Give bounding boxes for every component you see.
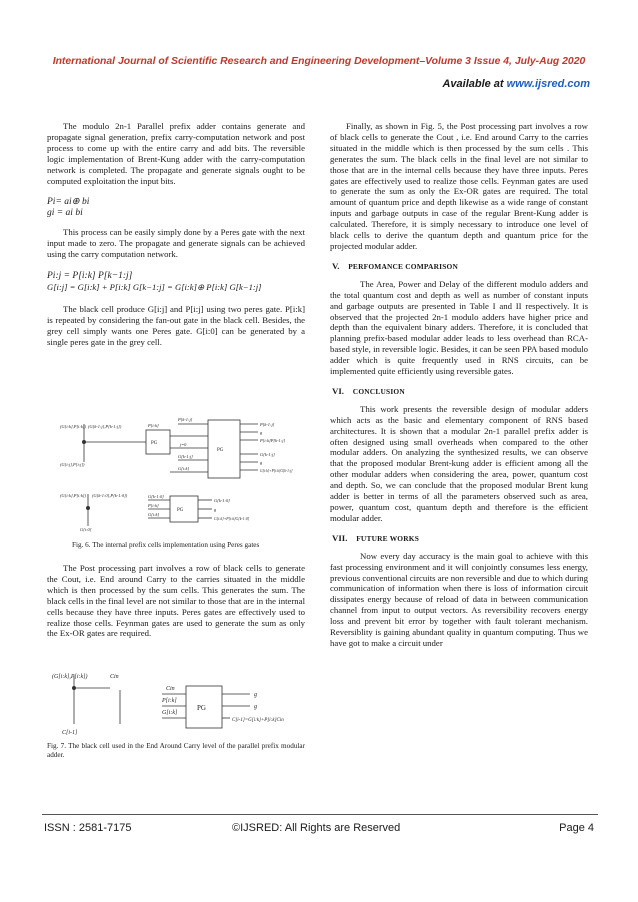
fig6-out-3: P[i:k]P[k-1:j]	[260, 438, 286, 443]
left-paragraph-3: The black cell produce G[i:j] and P[i:j] using two peres gate. P[i:k] is repeated by considering the fan-out gate in the black cell. Besides, the grey cell simply wants one Peres gate. G[i:0] can be generated by a single peres gate in the grey cell.	[47, 304, 305, 347]
fig6-pg-label-3: PG	[177, 508, 184, 513]
equation-propagate: Pi= ai⊕ bi	[47, 197, 90, 208]
section-5-heading	[330, 261, 588, 273]
fig6-cell-2	[208, 420, 240, 478]
fig6-bot-output: G[i:0]	[80, 527, 92, 532]
fig7-out-2: g	[254, 704, 257, 710]
availability-line	[442, 78, 590, 90]
section-6-number: VI.	[332, 385, 344, 396]
figure-7-diagram	[50, 668, 308, 740]
fig7-label-gik: G[i:k]	[162, 710, 178, 716]
fig7-input-1: (G[i:k],P[i:k])	[52, 674, 88, 680]
fig6-label-pik: P[i:k]	[148, 423, 159, 428]
fig7-pg-label: PG	[197, 704, 206, 712]
journal-title: International Journal of Scientific Research and Engineering Development–Volume 3 Issue 4, July-Aug 2020	[52, 56, 586, 67]
fig6-cell-1	[146, 430, 170, 454]
fig6-out-4: G[k-1:j]	[260, 452, 275, 457]
fig7-label-pik: P[i:k]	[162, 698, 177, 704]
fig6-label-j0: j=0	[180, 442, 187, 447]
section-6-title: CONCLUSION	[352, 386, 405, 396]
section-7-number: VII.	[332, 532, 348, 543]
fig6-top-output: (G[i:j],P[i:j])	[60, 462, 85, 467]
equation-generate: gi = ai bi	[47, 208, 83, 219]
equation-prefix-p: Pi:j = P[i:k] P[k−1:j]	[47, 271, 133, 282]
figure-6-caption: Fig. 6. The internal prefix cells implementation using Peres gates	[72, 541, 260, 549]
fig7-out-1: g	[254, 692, 257, 698]
fig6-out-5: g	[260, 460, 263, 465]
figure-7-caption: Fig. 7. The black cell used in the End Around Carry level of the parallel prefix modular adder.	[47, 742, 305, 759]
footer-page-number: Page 4	[559, 822, 594, 834]
footer-rights: ©IJSRED: All Rights are Reserved	[232, 822, 401, 834]
fig6-top-input-2: (G[k-1:j],P[k-1:j])	[88, 424, 122, 429]
left-column	[47, 121, 305, 348]
fig6-bot-input-2: (G[k-1:0],P[k-1:0])	[92, 493, 128, 498]
section-6-heading	[330, 386, 588, 398]
fig6-bot-label-3: G[i:k]	[148, 512, 160, 517]
right-column	[330, 121, 588, 649]
fig6-bot-label-2: P[i:k]	[148, 503, 159, 508]
fig6-label-gk1j: G[k-1:j]	[178, 454, 193, 459]
footer-issn: ISSN : 2581-7175	[44, 822, 132, 834]
fig6-top-input-1: (G[i:k],P[i:k])	[60, 424, 86, 429]
journal-link[interactable]: www.ijsred.com	[506, 78, 590, 90]
section-5-title: PERFOMANCE COMPARISON	[348, 261, 459, 271]
right-paragraph-4: Now every day accuracy is the main goal to achieve with this fast processing environment and it will conjointly consumes less energy, previous conventional circuits are non reversible and due to which during communication of information when there is loss of information circuit dissipates energy because of reload of data in between communication channel from input to output vectors. As reversibility recovers energy loss and prevent bit error by together with fault tolerant mechanism. Reversiblity is gaining abundant quality in quantum computing. Thus we have got to make a circuit under	[330, 550, 588, 648]
left-paragraph-2: This process can be easily simply done by a Peres gate with the next input made to zero. The propagate and generate signals can be achieved using the carry computation network.	[47, 227, 305, 260]
fig6-label-pk1j: P[k-1:j]	[178, 417, 193, 422]
right-paragraph-3: This work presents the reversible design of modular adders which acts as the basic and elementary component of RNS based architectures. It is shown that a modular 2n-1 parallel prefix adder is often designed using small overheads when compared to the other modular adders. On analyzing the synthesized results, we can observe that the proposed modular Brent-kung adder is efficient among all the other modular adders when considering the area, power, quantum cost and depth. So, we can conclude that the proposed modular Brent kung adder is better in terms of all the parameters observed such as area, power, quantum cost, quantum depth and therefore is the efficient modular adder.	[330, 403, 588, 523]
fig6-pg-label-1: PG	[151, 441, 158, 446]
fig6-bot-out-1: G[k-1:0]	[214, 498, 230, 503]
footer-rule	[42, 814, 598, 815]
fig7-label-cin: Cin	[166, 686, 175, 692]
fig6-out-6: G[i:k]+P[i:k]G[k-1:j]	[260, 469, 293, 473]
fig6-bot-out-2: g	[214, 507, 217, 512]
left-column-lower	[47, 563, 305, 639]
right-paragraph-2: The Area, Power and Delay of the different modulo adders and the total quantum cost and depth as well as number of constant inputs and garbage outputs are presented in Table I and II respectively. It is observed that the projected 2n-1 modulo adders have higher price and depth than the equivalent binary adders. Therefore, it is concluded that planning prefix-based modular adder leads to less overhead than RCA-based style, in reversible logic. Besides, it can be seen PPA based modulo adder which is quite frequently used in RNS circuits, can be implemented quite efficiently using reversible gates.	[330, 278, 588, 377]
right-paragraph-1: Finally, as shown in Fig. 5, the Post processing part involves a row of black cells to generate the Cout , i.e. End around Carry to the carries situated in the middle which is then processed by the sum cells . This generates the sum. The black cells in the final level are not similar to those that are in the internal cells because they have three inputs. Peres gates are effectively used to realize those cells. Feynman gates are used to generate the sum as only the Ex-OR gates are required. The total amount of quantum price and depth likewise as a wide range of constant inputs and garbage outputs in case of the regular Brent-Kung adder is calculated. Therefore, it is simply necessary to introduce one level of black cells to derive the quantum depth and quantum price for the projected modular adder.	[330, 121, 588, 251]
fig7-output: C[i-1]	[62, 730, 78, 736]
available-prefix: Available at	[442, 78, 507, 90]
fig6-label-gik: G[i:k]	[178, 466, 190, 471]
left-paragraph-4: The Post processing part involves a row of black cells to generate the Cout, i.e. End around Carry to the carries situated in the middle which is then processed by the sum cells. This generates the sum. The black cells in the final level are not similar to those that are in the internal cells because they have three inputs. Peres gates are effectively used to realize those cells. Feynman gates are used to generate the sum as only the Ex-OR gates are required.	[47, 563, 305, 639]
fig6-cell-3	[170, 496, 198, 522]
fig6-out-2: g	[260, 430, 263, 435]
fig7-out-3: C[i-1]=G[i:k]+P[i:k]Cin	[232, 718, 284, 723]
section-7-heading	[330, 533, 588, 545]
fig6-out-1: P[k-1:j]	[260, 422, 275, 427]
fig7-input-2: Cin	[110, 674, 119, 680]
left-paragraph-1: The modulo 2n-1 Parallel prefix adder contains generate and propagate signal generation, prefix carry-computation network and post process to come up with the entire carry and add bits. The reversible logic implementation of Brent-Kung adder with the carry-computation network is completed. The propagate and generate signals ought to be computed exploitation the input bits.	[47, 121, 305, 186]
fig6-pg-label-2: PG	[217, 448, 224, 453]
section-7-title: FUTURE WORKS	[356, 533, 420, 543]
fig6-bot-input-1: (G[i:k],P[i:k])	[60, 493, 86, 498]
section-5-number: V.	[332, 260, 340, 271]
fig6-bot-out-3: G[i:k]+P[i:k]G[k-1:0]	[214, 517, 250, 521]
fig6-bot-label-1: G[k-1:0]	[148, 494, 164, 499]
figure-6-diagram	[58, 408, 308, 532]
equation-prefix-g: G[i:j] = G[i:k] + P[i:k] G[k−1:j] = G[i:k]⊕ P[i:k] G[k−1:j]	[47, 282, 262, 293]
